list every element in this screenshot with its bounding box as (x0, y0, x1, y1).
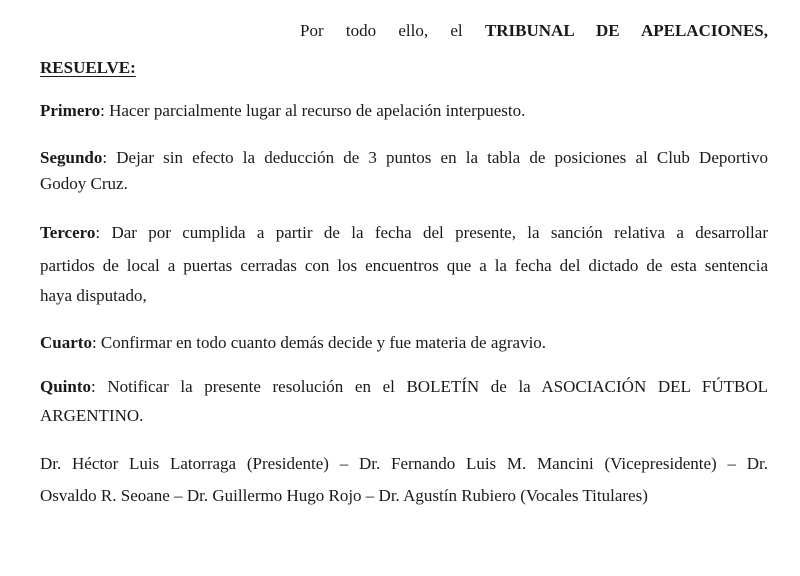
resolution-item-tercero-end: haya disputado, (40, 286, 147, 305)
tribunal-heading: TRIBUNAL DE APELACIONES, (484, 21, 769, 40)
resolution-item-tercero (40, 221, 768, 245)
resolution-item-cuarto (40, 331, 546, 355)
item-text: : Confirmar en todo cuanto demás decide y fue materia de agravio. (91, 333, 547, 352)
resolution-item-segundo-cont: Godoy Cruz. (40, 174, 128, 193)
resolution-item-segundo (40, 146, 768, 170)
item-label: Segundo (40, 148, 103, 167)
resuelve-heading: RESUELVE: (40, 58, 136, 77)
item-text: : Hacer parcialmente lugar al recurso de apelación interpuesto. (100, 101, 526, 120)
resolution-item-quinto (40, 375, 768, 399)
item-text: : Dar por cumplida a partir de la fecha del presente, la sanción relativa a desarrollar (95, 223, 768, 242)
intro-paragraph (300, 19, 768, 43)
resolution-item-quinto-cont: ARGENTINO. (40, 406, 144, 425)
item-label: Tercero (40, 223, 96, 242)
item-text: : Notificar la presente resolución en el BOLETÍN de la ASOCIACIÓN DEL FÚTBOL (91, 377, 768, 396)
item-label: Quinto (40, 377, 92, 396)
item-text: : Dejar sin efecto la deducción de 3 puntos en la tabla de posiciones al Club Deportivo (102, 148, 768, 167)
signatures-line-2: Osvaldo R. Seoane – Dr. Guillermo Hugo Rojo – Dr. Agustín Rubiero (Vocales Titulares) (40, 486, 648, 505)
signatures-line-1: Dr. Héctor Luis Latorraga (Presidente) – Dr. Fernando Luis M. Mancini (Vicepresidente) – Dr. (40, 454, 768, 473)
intro-text: Por todo ello, el (300, 21, 485, 40)
item-label: Cuarto (40, 333, 92, 352)
resolution-item-tercero-cont: partidos de local a puertas cerradas con los encuentros que a la fecha del dictado de esta sentencia (40, 256, 768, 275)
resolution-item-primero (40, 99, 525, 123)
item-label: Primero (40, 101, 101, 120)
